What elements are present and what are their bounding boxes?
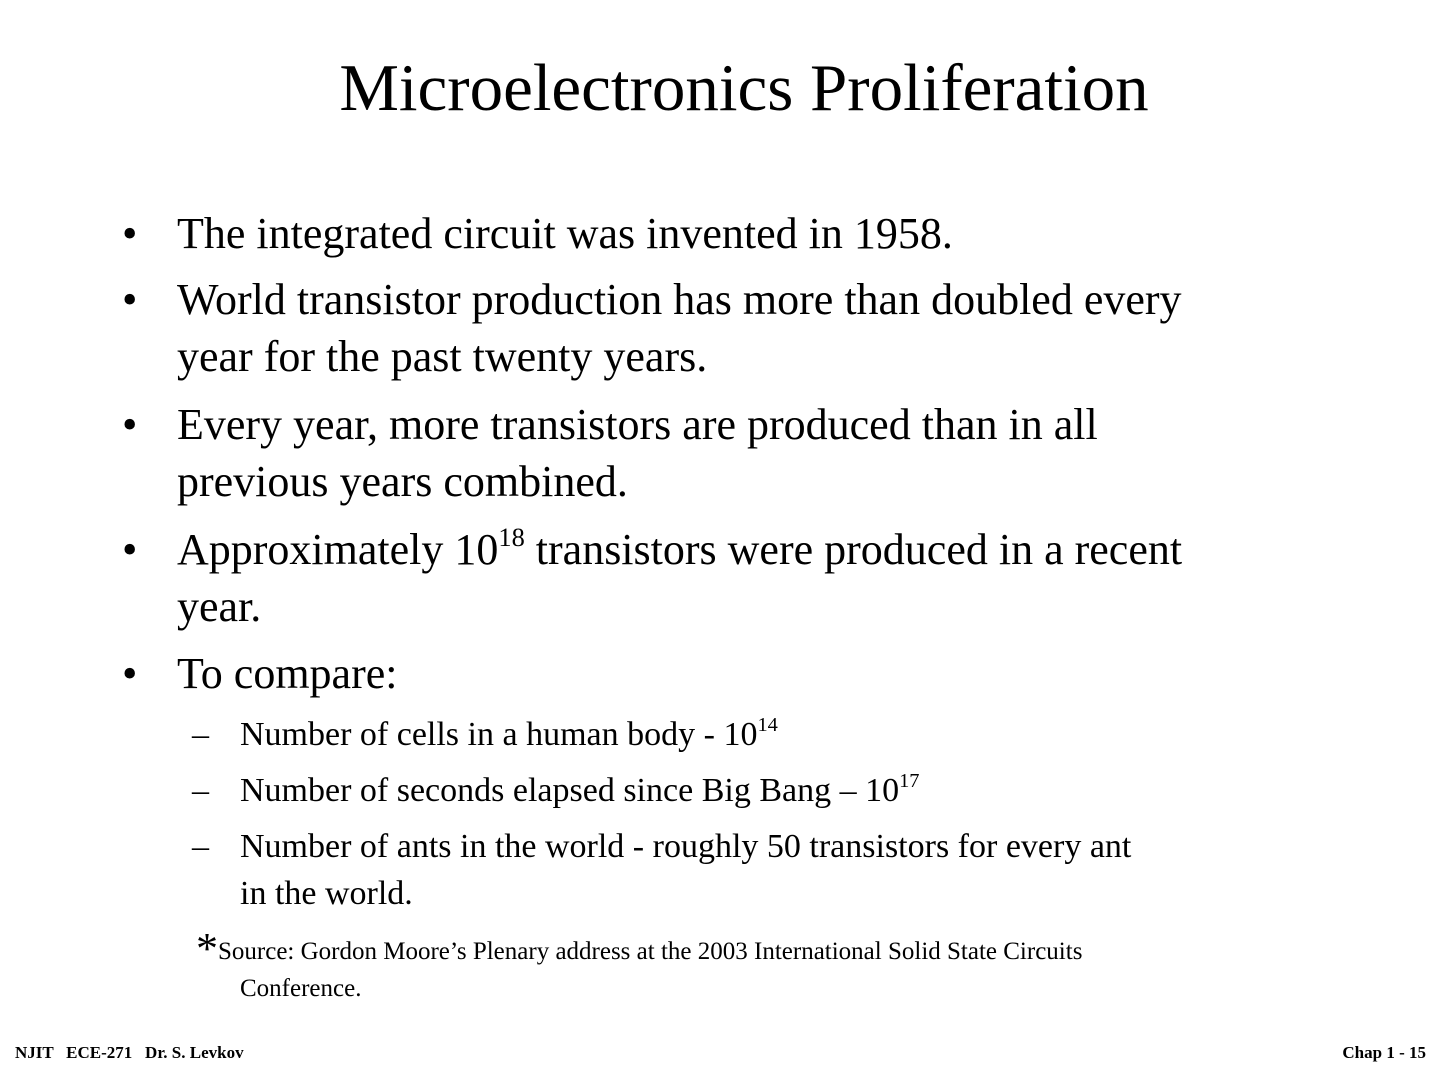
exponent: 17 bbox=[899, 769, 920, 792]
bullet-text-pre: Approximately 10 bbox=[177, 525, 499, 574]
bullet-marker: • bbox=[122, 275, 138, 324]
source-line1: Source: Gordon Moore’s Plenary address at the 2003 International Solid State Circuits bbox=[218, 938, 1083, 965]
bullet-text-line2: year. bbox=[177, 582, 262, 631]
source-line2: Conference. bbox=[240, 975, 362, 1002]
slide-title: Microelectronics Proliferation bbox=[339, 51, 1149, 125]
bullet-marker: • bbox=[122, 400, 138, 449]
sub-bullet-marker: – bbox=[192, 716, 209, 753]
source-note bbox=[196, 924, 1216, 1007]
sub-bullet-text-pre: Number of cells in a human body - 10 bbox=[240, 716, 758, 753]
bullet-text-line1: World transistor production has more than doubled every bbox=[177, 275, 1182, 324]
sub-bullet-text-pre: Number of seconds elapsed since Big Bang – 10 bbox=[240, 772, 900, 809]
source-asterisk: * bbox=[196, 924, 218, 973]
sub-bullet-text bbox=[240, 767, 1310, 814]
sub-bullet-marker: – bbox=[192, 772, 209, 809]
bullet-text-line2: previous years combined. bbox=[177, 457, 628, 506]
bullet-text: To compare: bbox=[177, 649, 398, 698]
bullet-marker: • bbox=[122, 649, 138, 698]
bullet-text bbox=[177, 396, 1297, 510]
footer-page-number: Chap 1 - 15 bbox=[1342, 1043, 1426, 1062]
bullet-text-line1: Every year, more transistors are produced than in all bbox=[177, 400, 1098, 449]
bullet-text-post: transistors were produced in a recent bbox=[524, 525, 1183, 574]
sub-bullet-text bbox=[240, 823, 1310, 917]
sub-bullet-text bbox=[240, 711, 1310, 758]
sub-bullet-text-line1: Number of ants in the world - roughly 50 transistors for every ant bbox=[240, 828, 1132, 865]
exponent: 18 bbox=[498, 521, 525, 552]
bullet-text-line2: year for the past twenty years. bbox=[177, 332, 708, 381]
sub-bullet-marker: – bbox=[192, 828, 209, 865]
bullet-marker: • bbox=[122, 525, 138, 574]
bullet-text: The integrated circuit was invented in 1958. bbox=[177, 209, 953, 258]
exponent: 14 bbox=[757, 713, 778, 736]
footer-course-info: NJIT ECE-271 Dr. S. Levkov bbox=[15, 1043, 244, 1062]
sub-bullet-text-line2: in the world. bbox=[240, 875, 413, 912]
bullet-marker: • bbox=[122, 209, 138, 258]
bullet-text bbox=[177, 521, 1297, 635]
bullet-text bbox=[177, 271, 1297, 385]
